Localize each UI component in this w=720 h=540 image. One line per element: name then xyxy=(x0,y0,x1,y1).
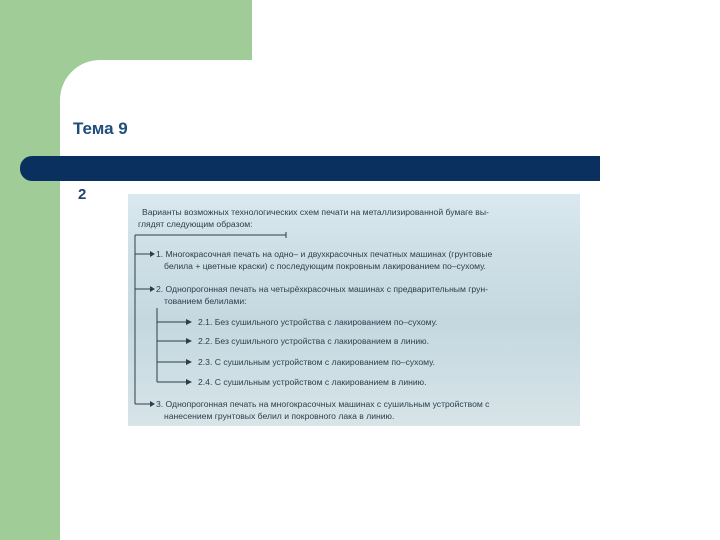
slide-number: 2 xyxy=(78,186,87,203)
scanned-diagram xyxy=(128,194,580,426)
item-3-line-2: нанесением грунтовых белил и покровного лака в линию. xyxy=(164,411,395,421)
item-2-line-1: 2. Однопрогонная печать на четырёхкрасочных машинах с предварительным грун- xyxy=(156,284,489,294)
subitem-2-4: 2.4. С сушильным устройством с лакированием в линию. xyxy=(198,377,427,387)
slide-title: Тема 9 xyxy=(73,119,128,138)
item-1-line-1: 1. Многокрасочная печать на одно– и двухкрасочных печатных машинах (грунтовые xyxy=(156,249,493,259)
subitem-2-3: 2.3. С сушильным устройством с лакированием по–сухому. xyxy=(198,357,435,367)
item-2-line-2: тованием белилами: xyxy=(164,296,247,306)
left-green-band xyxy=(0,0,60,540)
subitem-2-1: 2.1. Без сушильного устройства с лакированием по–сухому. xyxy=(198,317,438,327)
item-3-line-1: 3. Однопрогонная печать на многокрасочных машинах с сушильным устройством с xyxy=(156,399,490,409)
subitem-2-2: 2.2. Без сушильного устройства с лакированием в линию. xyxy=(198,336,429,346)
item-1-line-2: белила + цветные краски) с последующим покровным лакированием по–сухому. xyxy=(164,261,486,271)
intro-line-2: глядят следующим образом: xyxy=(138,219,253,229)
top-green-band xyxy=(0,0,252,60)
title-divider-bar xyxy=(20,156,600,181)
intro-line-1: Варианты возможных технологических схем печати на металлизированной бумаге вы- xyxy=(142,207,489,217)
